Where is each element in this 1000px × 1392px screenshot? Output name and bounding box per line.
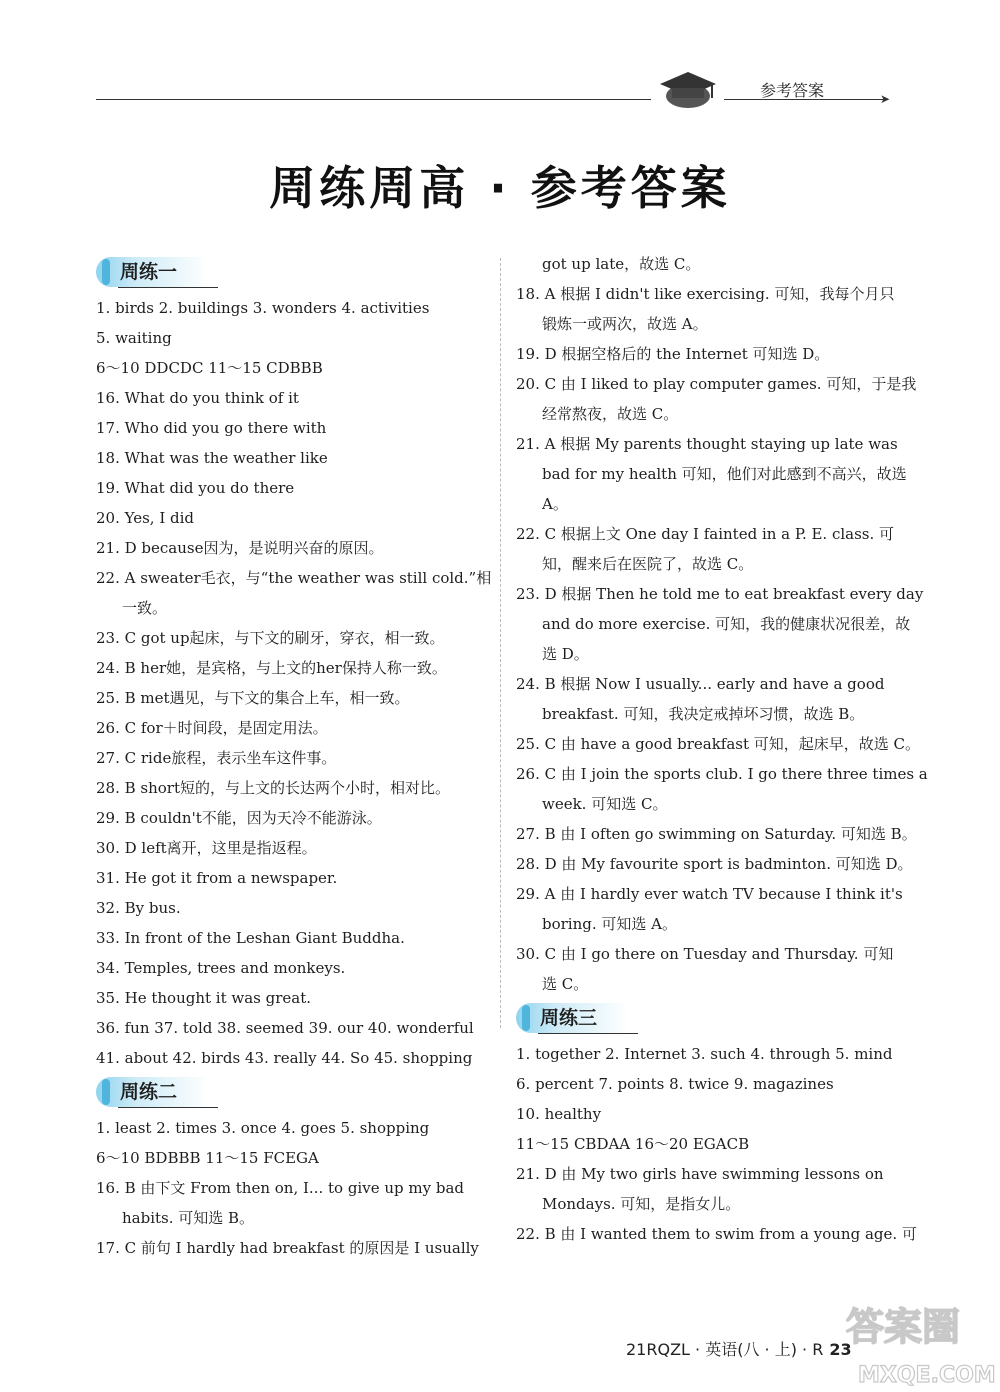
answer-line: 17. Who did you go there with bbox=[96, 419, 327, 437]
answer-continuation: and do more exercise. 可知，我的健康状况很差，故 bbox=[542, 615, 911, 633]
graduation-cap-icon bbox=[652, 66, 724, 110]
answer-line: 1. least 2. times 3. once 4. goes 5. shopping bbox=[96, 1119, 430, 1137]
answer-line: 11～15 CBDAA 16～20 EGACB bbox=[516, 1135, 750, 1153]
section-heading-underline bbox=[118, 1107, 218, 1108]
answer-continuation: got up late，故选 C。 bbox=[542, 255, 701, 273]
watermark-line1: 答案圈 bbox=[846, 1305, 961, 1349]
answer-continuation: week. 可知选 C。 bbox=[542, 795, 668, 813]
answer-line: 21. D because因为，是说明兴奋的原因。 bbox=[96, 539, 384, 557]
answer-line: 21. D 由 My two girls have swimming lessons on bbox=[516, 1165, 884, 1183]
answer-line: 19. D 根据空格后的 the Internet 可知选 D。 bbox=[516, 345, 830, 363]
left-column bbox=[96, 253, 492, 1263]
section-heading-text: 周练二 bbox=[120, 1081, 178, 1103]
answer-line: 10. healthy bbox=[516, 1105, 602, 1123]
answer-line: 27. B 由 I often go swimming on Saturday. 可知选 B。 bbox=[516, 825, 917, 843]
answer-continuation: A。 bbox=[542, 495, 568, 513]
answer-line: 29. B couldn't不能，因为天冷不能游泳。 bbox=[96, 809, 382, 827]
answer-continuation: 知，醒来后在医院了，故选 C。 bbox=[542, 555, 754, 573]
answer-line: 31. He got it from a newspaper. bbox=[96, 869, 338, 887]
answer-line: 35. He thought it was great. bbox=[96, 989, 312, 1007]
section-heading-underline bbox=[118, 287, 218, 288]
answer-line: 32. By bus. bbox=[96, 899, 181, 917]
footer-code: 21RQZL · 英语(八 · 上) · R bbox=[626, 1340, 824, 1359]
answer-continuation: 经常熬夜，故选 C。 bbox=[542, 405, 679, 423]
answer-line: 24. B 根据 Now I usually... early and have a good bbox=[516, 675, 885, 693]
answer-line: 27. C ride旅程，表示坐车这件事。 bbox=[96, 749, 337, 767]
answer-line: 1. together 2. Internet 3. such 4. through 5. mind bbox=[516, 1045, 893, 1063]
answer-line: 22. A sweater毛衣，与“the weather was still cold.”相 bbox=[96, 569, 492, 587]
answer-line: 36. fun 37. told 38. seemed 39. our 40. wonderful bbox=[96, 1019, 474, 1037]
answer-continuation: bad for my health 可知，他们对此感到不高兴，故选 bbox=[542, 465, 907, 483]
answer-line: 6. percent 7. points 8. twice 9. magazines bbox=[516, 1075, 834, 1093]
answer-line: 20. Yes, I did bbox=[96, 509, 195, 527]
section-heading bbox=[96, 1075, 488, 1109]
section-heading-underline bbox=[538, 1033, 638, 1034]
watermark-line2: MXQE.COM bbox=[858, 1363, 996, 1388]
answer-line: 16. What do you think of it bbox=[96, 389, 299, 407]
answer-line: 30. C 由 I go there on Tuesday and Thursday. 可知 bbox=[516, 945, 894, 963]
right-column bbox=[516, 249, 928, 1249]
answer-line: 16. B 由下文 From then on, I... to give up my bad bbox=[96, 1179, 464, 1197]
footer bbox=[626, 1337, 852, 1360]
answer-line: 6～10 BDBBB 11～15 FCEGA bbox=[96, 1149, 319, 1167]
answer-line: 24. B her她，是宾格，与上文的her保持人称一致。 bbox=[96, 659, 447, 677]
answer-line: 23. C got up起床，与下文的刷牙，穿衣，相一致。 bbox=[96, 629, 445, 647]
section-heading bbox=[96, 255, 488, 289]
answer-line: 26. C 由 I join the sports club. I go there three times a bbox=[516, 765, 928, 783]
section-heading bbox=[516, 1001, 911, 1035]
answer-line: 29. A 由 I hardly ever watch TV because I think it's bbox=[516, 885, 903, 903]
header-label: 参考答案 bbox=[760, 81, 825, 100]
answer-line: 33. In front of the Leshan Giant Buddha. bbox=[96, 929, 405, 947]
answer-continuation: 锻炼一或两次，故选 A。 bbox=[542, 315, 708, 333]
answer-continuation: 选 D。 bbox=[542, 645, 589, 663]
answer-line: 22. B 由 I wanted them to swim from a young age. 可 bbox=[516, 1225, 917, 1243]
page-number: 23 bbox=[829, 1340, 852, 1359]
answer-continuation: boring. 可知选 A。 bbox=[542, 915, 678, 933]
answer-continuation: 选 C。 bbox=[542, 975, 589, 993]
answer-line: 25. C 由 have a good breakfast 可知，起床早，故选 C。 bbox=[516, 735, 921, 753]
answer-continuation: Mondays. 可知，是指女儿。 bbox=[542, 1195, 741, 1213]
answer-line: 5. waiting bbox=[96, 329, 172, 347]
answer-line: 18. A 根据 I didn't like exercising. 可知，我每个月只 bbox=[516, 285, 895, 303]
answer-line: 23. D 根据 Then he told me to eat breakfast every day bbox=[516, 585, 924, 603]
answer-line: 22. C 根据上文 One day I fainted in a P. E. class. 可 bbox=[516, 525, 895, 543]
answer-line: 25. B met遇见，与下文的集合上车，相一致。 bbox=[96, 689, 410, 707]
answer-line: 19. What did you do there bbox=[96, 479, 295, 497]
watermark-logo bbox=[838, 1296, 998, 1392]
answer-line: 18. What was the weather like bbox=[96, 449, 328, 467]
answer-line: 1. birds 2. buildings 3. wonders 4. activities bbox=[96, 299, 430, 317]
answer-line: 6～10 DDCDC 11～15 CDBBB bbox=[96, 359, 323, 377]
page-title: 周练周高 · 参考答案 bbox=[269, 161, 731, 215]
answer-line: 28. D 由 My favourite sport is badminton. 可知选 D。 bbox=[516, 855, 913, 873]
answer-line: 28. B short短的，与上文的长达两个小时，相对比。 bbox=[96, 779, 451, 797]
answer-line: 26. C for＋时间段，是固定用法。 bbox=[96, 719, 328, 737]
answer-line: 17. C 前句 I hardly had breakfast 的原因是 I usually bbox=[96, 1239, 479, 1257]
header-rule-left bbox=[96, 99, 651, 100]
answer-line: 34. Temples, trees and monkeys. bbox=[96, 959, 346, 977]
answer-continuation: breakfast. 可知，我决定戒掉坏习惯，故选 B。 bbox=[542, 705, 865, 723]
answer-line: 20. C 由 I liked to play computer games. 可知，于是我 bbox=[516, 375, 917, 393]
answer-line: 21. A 根据 My parents thought staying up late was bbox=[516, 435, 898, 453]
answer-continuation: habits. 可知选 B。 bbox=[122, 1209, 255, 1227]
section-heading-text: 周练三 bbox=[540, 1007, 598, 1029]
answer-line: 30. D left离开，这里是指返程。 bbox=[96, 839, 317, 857]
section-heading-text: 周练一 bbox=[120, 261, 178, 283]
answer-line: 41. about 42. birds 43. really 44. So 45. shopping bbox=[96, 1049, 473, 1067]
column-divider bbox=[500, 258, 501, 1028]
arrow-right-icon: ➤ bbox=[880, 92, 891, 106]
answer-continuation: 一致。 bbox=[122, 599, 168, 617]
